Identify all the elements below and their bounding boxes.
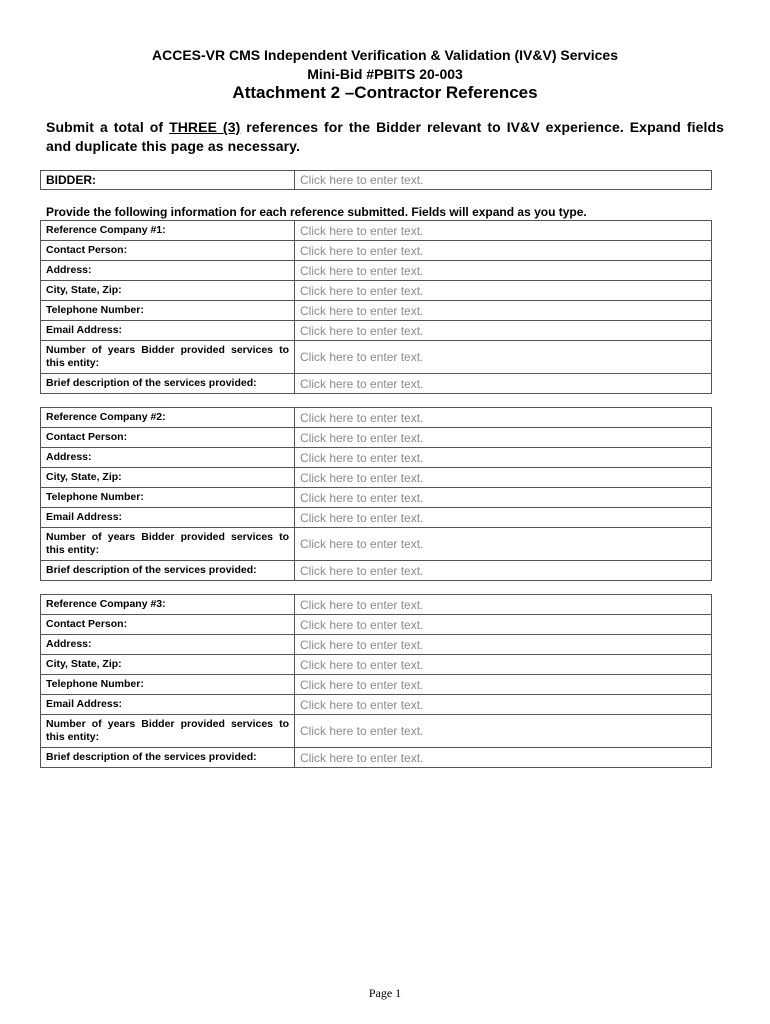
bidder-label: BIDDER: — [41, 171, 295, 190]
document-header-line2: Mini-Bid #PBITS 20-003 — [307, 66, 463, 82]
address-field[interactable]: Click here to enter text. — [295, 261, 712, 281]
reference-row-years — [41, 341, 712, 374]
field-label: Address: — [41, 635, 295, 655]
reference-row-city — [41, 655, 712, 675]
reference-row-email — [41, 695, 712, 715]
field-label: Brief description of the services provided: — [41, 748, 295, 768]
reference-row-contact — [41, 428, 712, 448]
description-field[interactable]: Click here to enter text. — [295, 374, 712, 394]
reference-row-years — [41, 528, 712, 561]
field-label: City, State, Zip: — [41, 468, 295, 488]
bidder-field[interactable]: Click here to enter text. — [295, 171, 712, 190]
telephone-field[interactable]: Click here to enter text. — [295, 301, 712, 321]
description-field[interactable]: Click here to enter text. — [295, 748, 712, 768]
reference-row-address — [41, 261, 712, 281]
document-header-line1: ACCES-VR CMS Independent Verification & Validation (IV&V) Services — [152, 47, 618, 63]
contact-person-field[interactable]: Click here to enter text. — [295, 428, 712, 448]
reference-table-1 — [40, 220, 712, 394]
field-label: Email Address: — [41, 695, 295, 715]
field-label: City, State, Zip: — [41, 281, 295, 301]
reference-row-company — [41, 408, 712, 428]
years-field[interactable]: Click here to enter text. — [295, 715, 712, 748]
field-label: Number of years Bidder provided services to this entity: — [41, 341, 295, 374]
reference-row-city — [41, 281, 712, 301]
years-field[interactable]: Click here to enter text. — [295, 528, 712, 561]
reference-row-address — [41, 635, 712, 655]
reference-row-description — [41, 561, 712, 581]
field-label: Telephone Number: — [41, 301, 295, 321]
page-number: Page 1 — [368, 986, 402, 1000]
intro-text-before: Submit a total of — [46, 119, 170, 135]
reference-row-address — [41, 448, 712, 468]
intro-text-after: references for the Bidder relevant to IV&V experience. Expand fields and duplicate this page as necessary. — [46, 119, 724, 154]
field-label: Contact Person: — [41, 241, 295, 261]
city-state-zip-field[interactable]: Click here to enter text. — [295, 281, 712, 301]
address-field[interactable]: Click here to enter text. — [295, 635, 712, 655]
reference-row-years — [41, 715, 712, 748]
bidder-table — [40, 170, 712, 190]
telephone-field[interactable]: Click here to enter text. — [295, 488, 712, 508]
field-label: Reference Company #3: — [41, 595, 295, 615]
field-label: Contact Person: — [41, 615, 295, 635]
city-state-zip-field[interactable]: Click here to enter text. — [295, 655, 712, 675]
page-title: Attachment 2 –Contractor References — [232, 83, 538, 102]
field-label: Address: — [41, 448, 295, 468]
email-field[interactable]: Click here to enter text. — [295, 695, 712, 715]
field-label: Number of years Bidder provided services to this entity: — [41, 528, 295, 561]
description-field[interactable]: Click here to enter text. — [295, 561, 712, 581]
address-field[interactable]: Click here to enter text. — [295, 448, 712, 468]
field-label: Contact Person: — [41, 428, 295, 448]
reference-row-phone — [41, 488, 712, 508]
reference-row-phone — [41, 301, 712, 321]
bidder-row — [41, 171, 712, 190]
reference-row-description — [41, 374, 712, 394]
reference-row-email — [41, 321, 712, 341]
reference-row-phone — [41, 675, 712, 695]
reference-row-contact — [41, 241, 712, 261]
telephone-field[interactable]: Click here to enter text. — [295, 675, 712, 695]
reference-company-field[interactable]: Click here to enter text. — [295, 408, 712, 428]
reference-row-email — [41, 508, 712, 528]
years-field[interactable]: Click here to enter text. — [295, 341, 712, 374]
field-label: Telephone Number: — [41, 675, 295, 695]
reference-table-2 — [40, 407, 712, 581]
reference-company-field[interactable]: Click here to enter text. — [295, 595, 712, 615]
contact-person-field[interactable]: Click here to enter text. — [295, 615, 712, 635]
reference-company-field[interactable]: Click here to enter text. — [295, 221, 712, 241]
intro-paragraph — [46, 118, 724, 156]
email-field[interactable]: Click here to enter text. — [295, 508, 712, 528]
field-label: Email Address: — [41, 508, 295, 528]
reference-row-description — [41, 748, 712, 768]
field-label: Number of years Bidder provided services to this entity: — [41, 715, 295, 748]
reference-row-company — [41, 595, 712, 615]
field-label: Email Address: — [41, 321, 295, 341]
instructions-text: Provide the following information for each reference submitted. Fields will expand as you type. — [46, 205, 587, 219]
field-label: Brief description of the services provided: — [41, 374, 295, 394]
reference-row-city — [41, 468, 712, 488]
reference-row-company — [41, 221, 712, 241]
email-field[interactable]: Click here to enter text. — [295, 321, 712, 341]
field-label: Address: — [41, 261, 295, 281]
field-label: Telephone Number: — [41, 488, 295, 508]
intro-emphasis: THREE (3) — [169, 119, 241, 135]
field-label: City, State, Zip: — [41, 655, 295, 675]
city-state-zip-field[interactable]: Click here to enter text. — [295, 468, 712, 488]
reference-table-3 — [40, 594, 712, 768]
contact-person-field[interactable]: Click here to enter text. — [295, 241, 712, 261]
reference-row-contact — [41, 615, 712, 635]
field-label: Reference Company #1: — [41, 221, 295, 241]
field-label: Brief description of the services provided: — [41, 561, 295, 581]
field-label: Reference Company #2: — [41, 408, 295, 428]
